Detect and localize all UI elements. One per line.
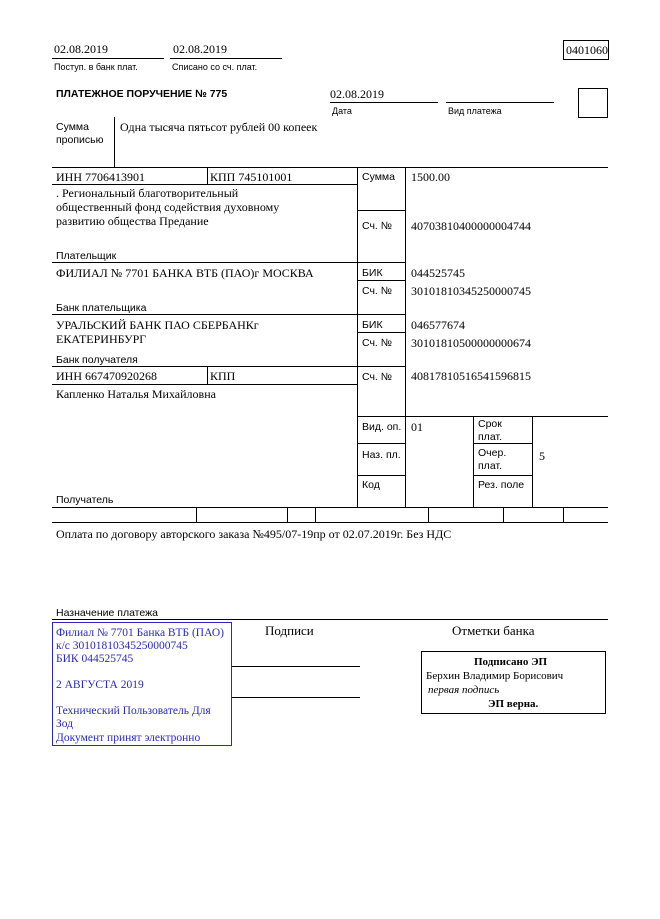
payee-bank-account: 30101810500000000674 <box>411 336 531 350</box>
payee-account: 40817810516541596815 <box>411 369 531 383</box>
naz-pl-label: Наз. пл. <box>362 449 401 461</box>
vid-op-label: Вид. оп. <box>362 421 402 433</box>
payee-name: Капленко Наталья Михайловна <box>56 387 216 401</box>
stamp-note: Документ принят электронно <box>56 732 201 744</box>
payee-bank-bik-label: БИК <box>362 319 383 331</box>
payer-name: . Региональный благотворительный общественный фонд содействия духовному развитию общества Предание <box>56 186 280 228</box>
stamp-date: 2 АВГУСТА 2019 <box>56 679 144 691</box>
stamp-line3: БИК 044525745 <box>56 653 134 665</box>
sum-value: 1500.00 <box>411 170 450 184</box>
date-received: 02.08.2019 <box>54 42 108 56</box>
payment-type-box <box>578 88 608 118</box>
payer-bank-label: Банк плательщика <box>56 302 147 314</box>
date-debited: 02.08.2019 <box>173 42 227 56</box>
payer-bank-name: ФИЛИАЛ № 7701 БАНКА ВТБ (ПАО)г МОСКВА <box>56 266 314 280</box>
ep-title: Подписано ЭП <box>474 656 548 668</box>
payee-bank-name: УРАЛЬСКИЙ БАНК ПАО СБЕРБАНКг ЕКАТЕРИНБУРГ <box>56 318 259 346</box>
payer-inn: ИНН 7706413901 <box>56 170 145 184</box>
ocher-label: Очер. плат. <box>478 447 507 472</box>
srok-label: Срок плат. <box>478 418 502 443</box>
payer-account: 40703810400000004744 <box>411 219 531 233</box>
amount-words-label: Сумма прописью <box>56 121 104 146</box>
payee-bank-label: Банк получателя <box>56 354 138 366</box>
payee-label: Получатель <box>56 494 114 506</box>
amount-words-value: Одна тысяча пятьсот рублей 00 копеек <box>120 120 318 134</box>
bank-acceptance-stamp <box>52 622 232 746</box>
ep-verified: ЭП верна. <box>488 698 539 710</box>
payer-account-label: Сч. № <box>362 220 393 232</box>
stamp-line1: Филиал № 7701 Банка ВТБ (ПАО) <box>56 627 224 639</box>
electronic-signature-stamp <box>421 651 606 714</box>
document-date: 02.08.2019 <box>330 87 384 101</box>
payer-label: Плательщик <box>56 250 117 262</box>
ocher-value: 5 <box>539 449 545 463</box>
payee-kpp: КПП <box>210 369 236 383</box>
payee-bank-account-label: Сч. № <box>362 337 393 349</box>
date-debited-caption: Списано со сч. плат. <box>172 62 258 72</box>
payer-bank-bik: 044525745 <box>411 266 465 280</box>
ep-sign-type: первая подпись <box>428 684 500 696</box>
stamp-user: Технический Пользователь Для Зод <box>56 705 211 730</box>
date-received-caption: Поступ. в банк плат. <box>54 62 138 72</box>
payee-inn: ИНН 667470920268 <box>56 369 157 383</box>
document-date-caption: Дата <box>332 106 352 116</box>
payee-bank-bik: 046577674 <box>411 318 465 332</box>
bank-marks-label: Отметки банка <box>452 623 535 638</box>
payment-type-caption: Вид платежа <box>448 106 502 116</box>
purpose-label: Назначение платежа <box>56 607 158 619</box>
payer-bank-account: 30101810345250000745 <box>411 284 531 298</box>
purpose-text: Оплата по договору авторского заказа №495/07-19пр от 02.07.2019г. Без НДС <box>56 527 452 541</box>
form-code: 0401060 <box>566 43 608 57</box>
ep-signer: Берхин Владимир Борисович <box>426 670 564 682</box>
payer-bank-account-label: Сч. № <box>362 285 393 297</box>
stamp-line2: к/с 30101810345250000745 <box>56 640 188 652</box>
rez-pole-label: Рез. поле <box>478 479 525 491</box>
signatures-label: Подписи <box>265 623 314 638</box>
kod-label: Код <box>362 479 380 491</box>
sum-label: Сумма <box>362 171 395 183</box>
vid-op-value: 01 <box>411 420 423 434</box>
payee-account-label: Сч. № <box>362 371 393 383</box>
payer-bank-bik-label: БИК <box>362 267 383 279</box>
payer-kpp: КПП 745101001 <box>210 170 293 184</box>
document-title: ПЛАТЕЖНОЕ ПОРУЧЕНИЕ № 775 <box>56 88 228 100</box>
